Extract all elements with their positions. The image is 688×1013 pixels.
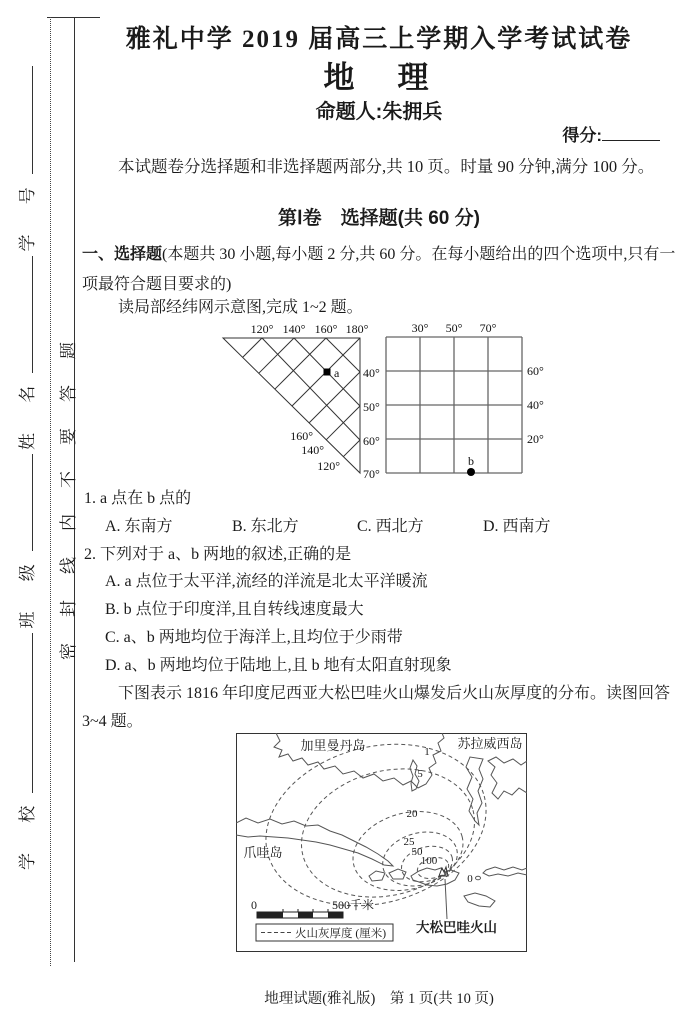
scale-seg-4	[313, 912, 328, 918]
zero-label: 0	[467, 873, 473, 885]
field-studentid-blank	[19, 66, 33, 174]
field-school-blank	[19, 633, 33, 793]
map-legend	[256, 924, 393, 941]
page-footer: 地理试题(雅礼版) 第 1 页(共 10 页)	[264, 991, 494, 1007]
subject-title: 地 理	[323, 60, 435, 95]
point-a-marker	[324, 369, 331, 376]
field-class-label: 班 级	[18, 551, 37, 629]
sumba-coast	[464, 893, 495, 907]
triangle-right-label-40: 40°	[363, 366, 380, 380]
scale-seg-3	[298, 912, 313, 918]
score-label: 得分:	[562, 126, 602, 145]
triangle-hyp-label-120: 120°	[317, 459, 340, 473]
triangle-hyp-label-140: 140°	[301, 443, 324, 457]
rect-right-label-20: 20°	[527, 432, 544, 446]
scale-end-label: 500千米	[332, 898, 375, 912]
volcano-label: 大松巴哇火山	[416, 920, 497, 935]
seal-dotted-rule	[50, 17, 51, 966]
field-class-blank	[19, 454, 33, 551]
triangle-top-label-180: 180°	[345, 322, 369, 336]
q1-option-b: B. 东北方	[232, 518, 299, 535]
isoline-label-50: 50	[411, 846, 423, 858]
triangle-right-label-60: 60°	[363, 434, 380, 448]
triangle-right-labels	[363, 366, 380, 481]
ash-isolines	[248, 733, 505, 929]
legend-label: 火山灰厚度 (厘米)	[295, 928, 387, 940]
instruction-line-2: 项最符合题目要求的)	[82, 276, 232, 293]
rect-right-label-40: 40°	[527, 398, 544, 412]
triangle-top-label-160: 160°	[314, 322, 338, 336]
instruction-rest: (本题共 30 小题,每小题 2 分,共 60 分。在每小题给出的四个选项中,只有一	[162, 246, 676, 263]
examiner-line: 命题人:朱拥兵	[315, 101, 443, 123]
triangle-top-label-140: 140°	[282, 322, 306, 336]
isoline-label-100: 100	[420, 855, 438, 867]
sulawesi-west-coast	[466, 757, 483, 825]
q2-option-c: C. a、b 两地均位于海洋上,且均位于少雨带	[105, 629, 403, 646]
scale-seg-2	[283, 912, 298, 918]
scale-seg-1	[257, 912, 283, 918]
rect-top-label-70: 70°	[479, 321, 497, 335]
scale-start-label: 0	[251, 898, 257, 912]
q1-option-a: A. 东南方	[105, 518, 173, 535]
sunda-island-1	[369, 871, 385, 881]
point-b-label: b	[468, 454, 474, 468]
rect-top-label-50: 50°	[445, 321, 463, 335]
triangle-grid-lines	[223, 338, 360, 473]
tiny-island	[476, 876, 481, 880]
triangle-hyp-label-160: 160°	[290, 429, 313, 443]
java-label: 爪哇岛	[243, 845, 283, 860]
page-title: 雅礼中学 2019 届高三上学期入学考试试卷	[125, 26, 633, 53]
isoline-label-5: 5	[417, 768, 423, 780]
rect-grid-top-labels	[412, 321, 497, 335]
latlong-grid-figure	[180, 318, 560, 484]
lead-q1-2: 读局部经纬网示意图,完成 1~2 题。	[118, 299, 363, 316]
sulawesi-label: 苏拉威西岛	[457, 736, 523, 751]
sumbawa-coast	[411, 868, 459, 886]
point-a-label: a	[334, 366, 340, 380]
sidebar-student-fields	[13, 98, 39, 870]
coastlines	[236, 733, 527, 907]
score-line	[562, 121, 660, 146]
isoline-label-1: 1	[424, 746, 430, 758]
score-blank	[602, 126, 660, 141]
lead-q3-4-line2: 3~4 题。	[82, 713, 143, 730]
instruction-bold: 一、选择题	[82, 246, 163, 263]
isoline-label-25: 25	[403, 836, 415, 848]
q2-option-a: A. a 点位于太平洋,流经的洋流是北太平洋暖流	[105, 573, 428, 590]
field-school-label: 学 校	[18, 792, 37, 870]
ash-thickness-map	[236, 733, 527, 952]
seal-warning-text: 密封线内不要答题	[59, 316, 78, 660]
q1-option-d: D. 西南方	[483, 518, 551, 535]
isoline-label-20: 20	[406, 808, 418, 820]
triangle-top-label-120: 120°	[250, 322, 274, 336]
q1-option-c: C. 西北方	[357, 518, 424, 535]
scale-seg-5	[328, 912, 343, 918]
section-1-title: 第Ⅰ卷 选择题(共 60 分)	[278, 208, 480, 229]
q1-stem: 1. a 点在 b 点的	[84, 490, 192, 507]
triangle-right-label-70: 70°	[363, 467, 380, 481]
scale-bar	[251, 897, 374, 918]
sulawesi-east-coast	[488, 757, 527, 799]
q2-option-b: B. b 点位于印度洋,且自转线速度最大	[105, 601, 364, 618]
isoline-labels	[404, 746, 474, 885]
triangle-top-labels	[251, 322, 369, 336]
q2-option-d: D. a、b 两地均位于陆地上,且 b 地有太阳直射现象	[105, 657, 452, 674]
lead-q3-4-line1: 下图表示 1816 年印度尼西亚大松巴哇火山爆发后火山灰厚度的分布。读图回答	[118, 685, 671, 702]
kalimantan-label: 加里曼丹岛	[300, 738, 366, 753]
exam-intro: 本试题卷分选择题和非选择题两部分,共 10 页。时量 90 分钟,满分 100 分。	[118, 157, 655, 176]
map-border	[237, 734, 527, 952]
field-name-blank	[19, 256, 33, 373]
field-studentid-label: 学 号	[18, 174, 37, 252]
volcano-leader-line	[445, 879, 447, 919]
rect-grid-lines	[386, 337, 522, 473]
point-b-marker	[467, 468, 475, 476]
triangle-hypotenuse-labels	[290, 429, 340, 473]
rect-top-label-30: 30°	[411, 321, 429, 335]
field-name-label: 姓 名	[18, 372, 37, 450]
q2-stem: 2. 下列对于 a、b 两地的叙述,正确的是	[84, 546, 352, 563]
rect-right-label-60: 60°	[527, 364, 544, 378]
rect-grid-right-labels	[527, 364, 544, 446]
instruction-line-1	[82, 245, 675, 265]
flores-coast	[483, 867, 527, 876]
triangle-right-label-50: 50°	[363, 400, 380, 414]
